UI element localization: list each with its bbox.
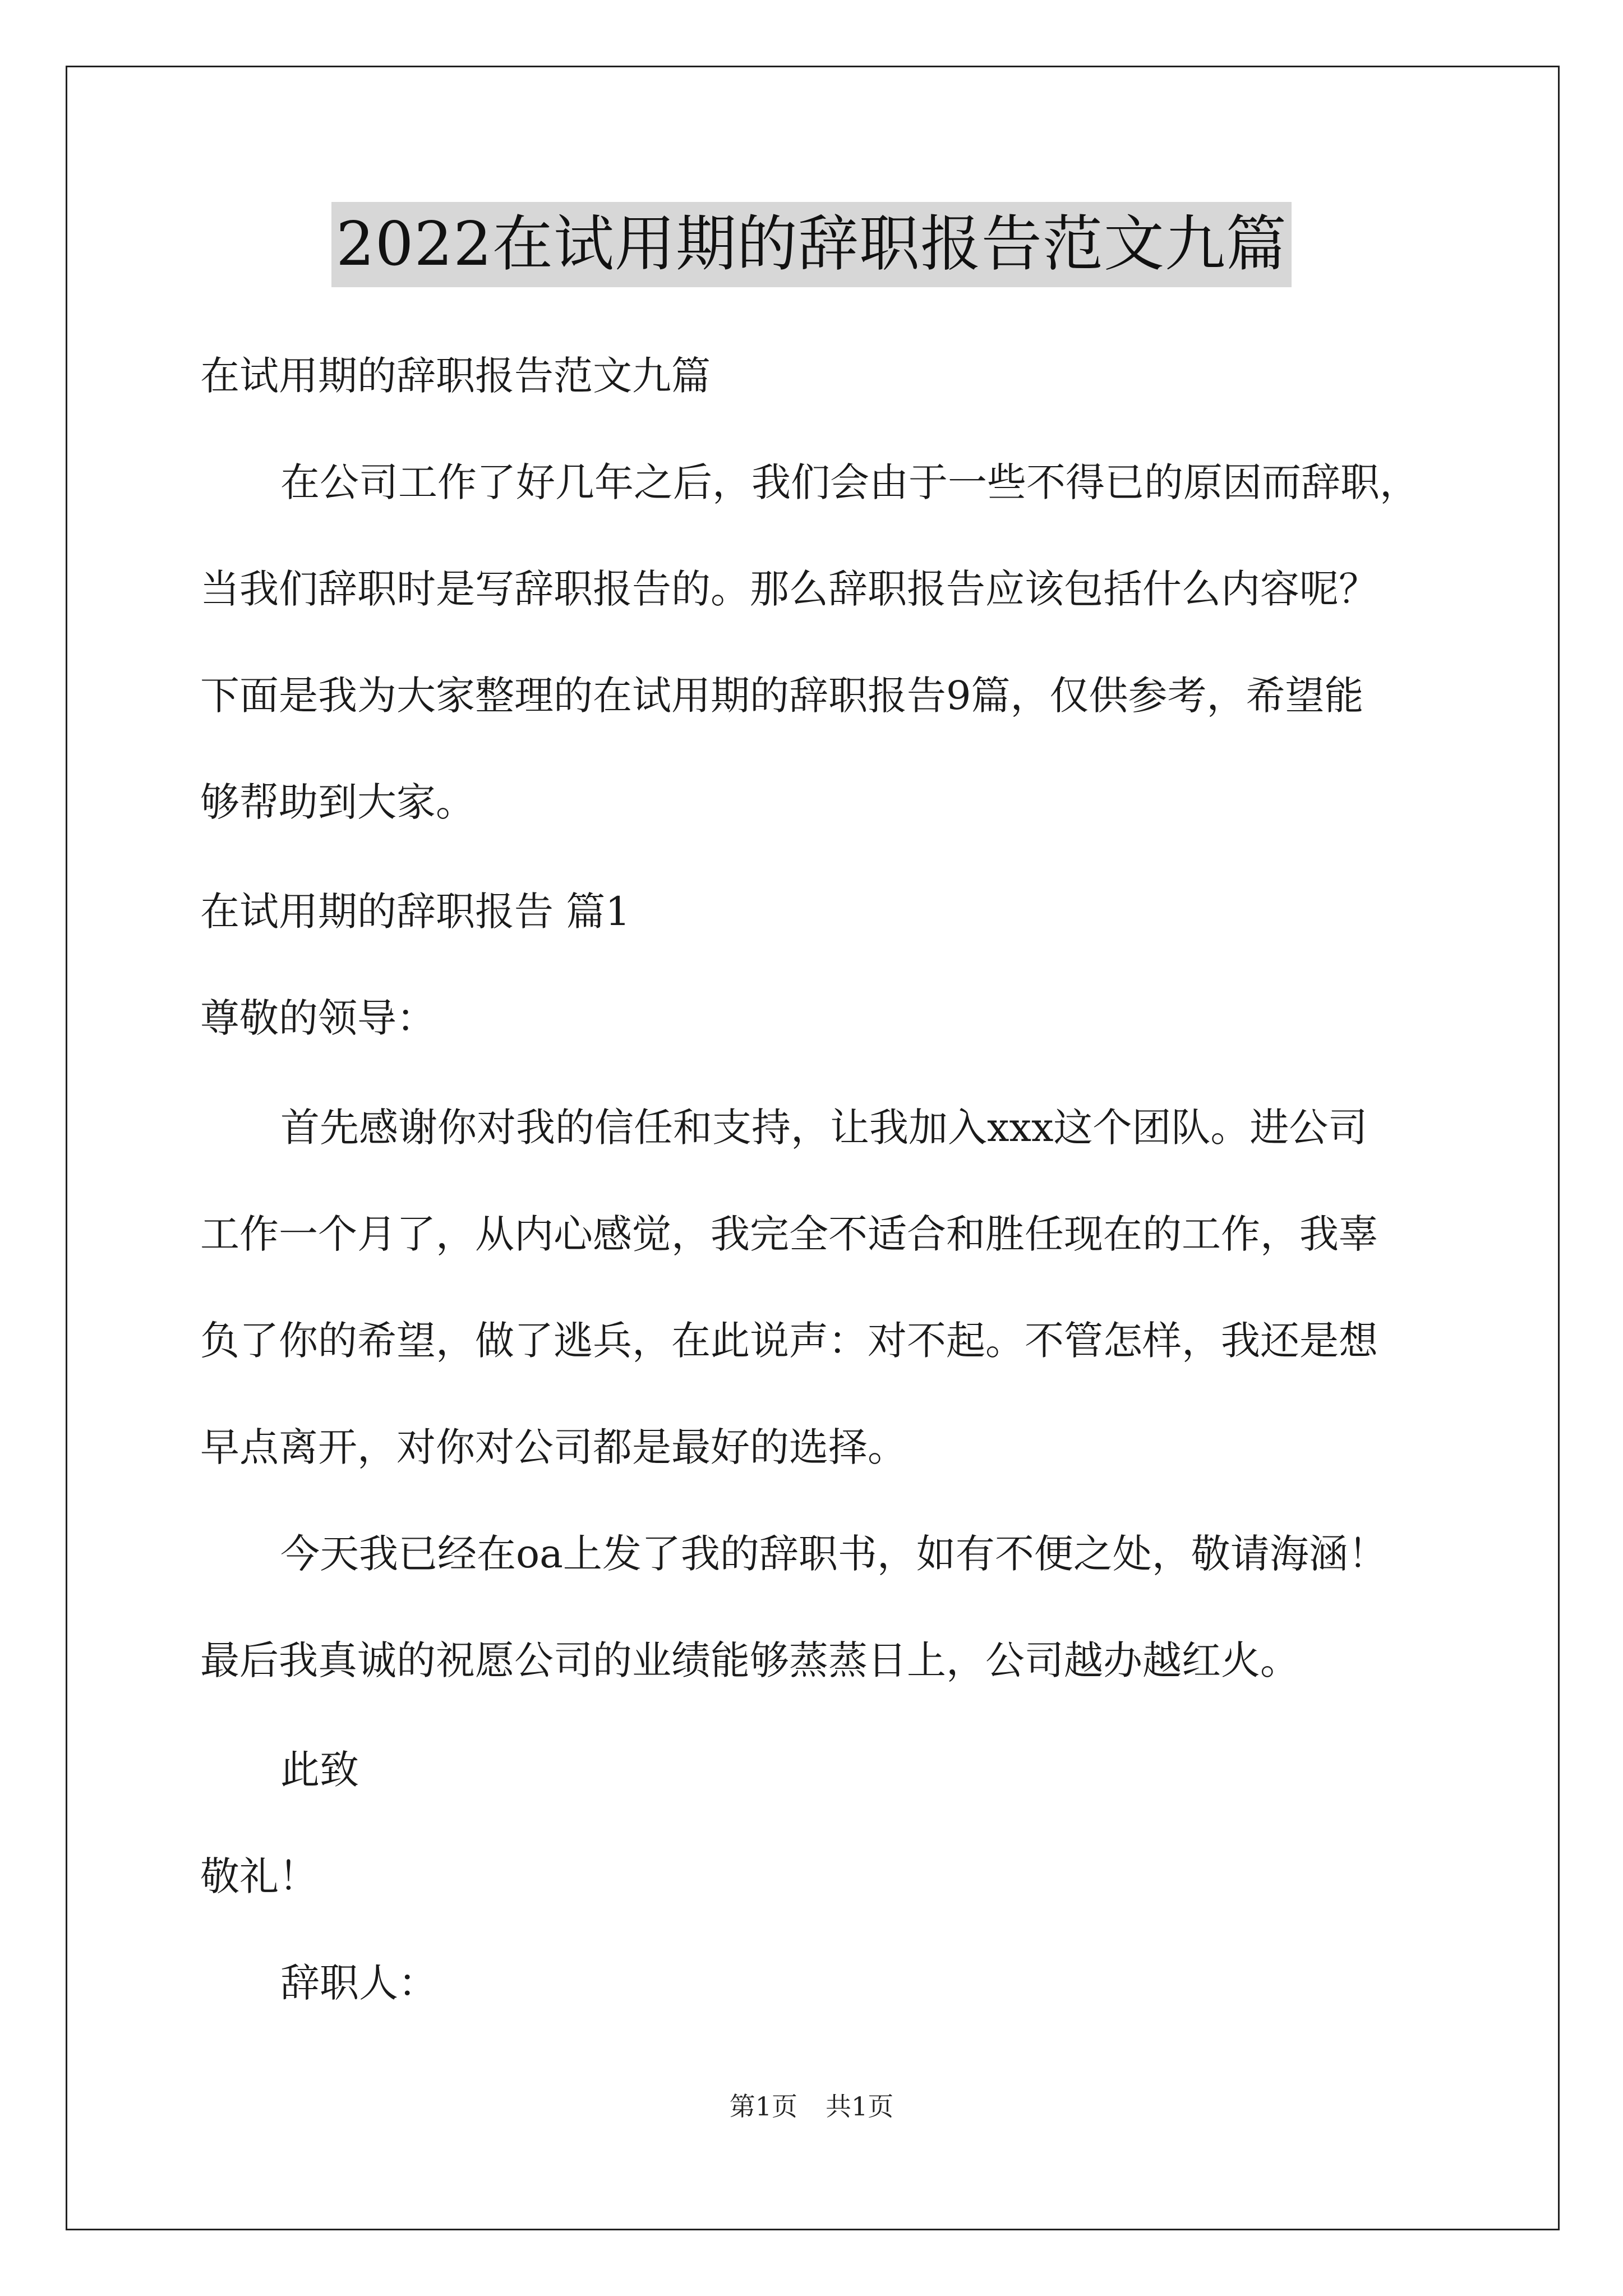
section-heading: 在试用期的辞职报告 篇1 bbox=[200, 889, 630, 935]
body-line-3: 负了你的希望，做了逃兵，在此说声：对不起。不管怎样，我还是想 bbox=[200, 1318, 1378, 1364]
closing-ci-zhi: 此致 bbox=[280, 1747, 359, 1793]
title-container bbox=[0, 202, 1623, 287]
intro-line-2: 当我们辞职时是写辞职报告的。那么辞职报告应该包括什么内容呢？ bbox=[200, 566, 1378, 612]
page-number-current: 第1页 bbox=[729, 2091, 797, 2122]
signature-label: 辞职人： bbox=[280, 1960, 437, 2006]
body2-line-1: 今天我已经在oa上发了我的辞职书，如有不便之处，敬请海涵！ bbox=[280, 1531, 1387, 1577]
intro-line-4: 够帮助到大家。 bbox=[200, 779, 475, 825]
page-number-total: 共1页 bbox=[826, 2091, 894, 2122]
salutation: 尊敬的领导： bbox=[200, 995, 436, 1041]
closing-jing-li: 敬礼！ bbox=[200, 1853, 318, 1899]
body2-line-2: 最后我真诚的祝愿公司的业绩能够蒸蒸日上，公司越办越红火。 bbox=[200, 1637, 1299, 1683]
document-title: 2022在试用期的辞职报告范文九篇 bbox=[331, 202, 1292, 287]
body-line-4: 早点离开，对你对公司都是最好的选择。 bbox=[200, 1424, 907, 1470]
body-line-1: 首先感谢你对我的信任和支持，让我加入xxx这个团队。进公司 bbox=[280, 1105, 1368, 1151]
document-subtitle: 在试用期的辞职报告范文九篇 bbox=[200, 353, 711, 399]
body-line-2: 工作一个月了，从内心感觉，我完全不适合和胜任现在的工作，我辜 bbox=[200, 1211, 1378, 1257]
intro-line-3: 下面是我为大家整理的在试用期的辞职报告9篇，仅供参考，希望能 bbox=[200, 673, 1364, 719]
intro-line-1: 在公司工作了好几年之后，我们会由于一些不得已的原因而辞职， bbox=[280, 459, 1419, 505]
page-footer bbox=[0, 2090, 1623, 2123]
